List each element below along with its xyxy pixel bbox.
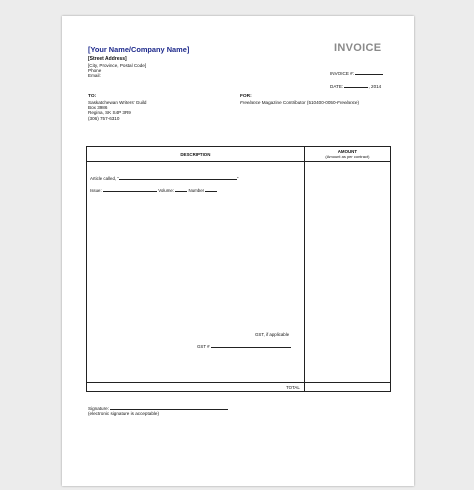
to-line: Box 3986 <box>88 105 108 111</box>
for-close: ) <box>357 100 360 105</box>
for-italic-suffix: Freelance <box>337 100 358 105</box>
invoice-date-year: , 2014 <box>368 84 382 89</box>
article-row <box>90 176 238 181</box>
signature-note: (electronic signature is acceptable) <box>88 411 159 417</box>
for-italic-prefix: Freelance <box>240 100 261 105</box>
gst-number-row <box>197 344 291 349</box>
description-header: DESCRIPTION <box>87 147 305 162</box>
invoice-number-label: INVOICE #: <box>330 71 354 76</box>
for-description <box>240 100 359 105</box>
total-label: TOTAL <box>87 383 305 392</box>
volume-field[interactable] <box>175 191 187 192</box>
company-name: [Your Name/Company Name] <box>88 45 190 54</box>
signature-block <box>88 406 228 416</box>
volume-label: Volume: <box>158 188 175 193</box>
gst-applicable-label: GST, if applicable <box>255 332 290 337</box>
invoice-title: INVOICE <box>334 42 382 54</box>
gst-number-label: GST # <box>197 344 210 349</box>
invoice-date-label: DATE: <box>330 84 344 89</box>
for-label: FOR: <box>240 94 252 99</box>
issue-field[interactable] <box>103 191 157 192</box>
to-label: TO: <box>88 94 97 99</box>
items-table <box>86 146 391 392</box>
city-line: [City, Province, Postal Code] <box>88 63 147 68</box>
issue-label: Issue: <box>90 188 102 193</box>
for-text: Magazine Contributor (510400-0050- <box>260 100 338 105</box>
signature-field[interactable] <box>110 409 228 410</box>
article-close-quote: " <box>236 176 239 181</box>
amount-header <box>304 147 390 162</box>
total-row <box>87 383 391 392</box>
phone-line: Phone <box>88 68 102 74</box>
amount-header-sub: (Amount as per contract) <box>325 154 370 159</box>
invoice-number-field[interactable] <box>355 74 383 75</box>
gst-number-field[interactable] <box>211 347 291 348</box>
number-field[interactable] <box>205 191 217 192</box>
signature-label: Signature: <box>88 406 109 411</box>
table-body-row <box>87 162 391 383</box>
table-header-row <box>87 147 391 162</box>
to-line: (306) 757-6310 <box>88 115 120 121</box>
to-address <box>88 100 147 121</box>
to-line: Regina, SK S4P 3R9 <box>88 110 131 116</box>
total-amount-cell[interactable] <box>304 383 390 392</box>
street-address: [Street Address] <box>88 56 127 62</box>
invoice-number-row <box>330 71 383 76</box>
invoice-page <box>62 16 414 486</box>
sender-details <box>88 63 146 79</box>
to-line: Saskatchewan Writers' Guild <box>88 100 147 105</box>
email-line: Email: <box>88 73 101 79</box>
invoice-date-field[interactable] <box>344 87 368 88</box>
amount-cell[interactable] <box>304 162 390 383</box>
description-cell <box>87 162 305 383</box>
invoice-date-row <box>330 84 381 89</box>
article-title-field[interactable] <box>119 179 237 180</box>
amount-header-label: AMOUNT <box>337 149 358 154</box>
issue-row <box>90 188 217 193</box>
article-label: Article called, " <box>90 176 119 181</box>
gst-applicable-row <box>255 332 289 337</box>
number-label: Number <box>188 188 205 193</box>
